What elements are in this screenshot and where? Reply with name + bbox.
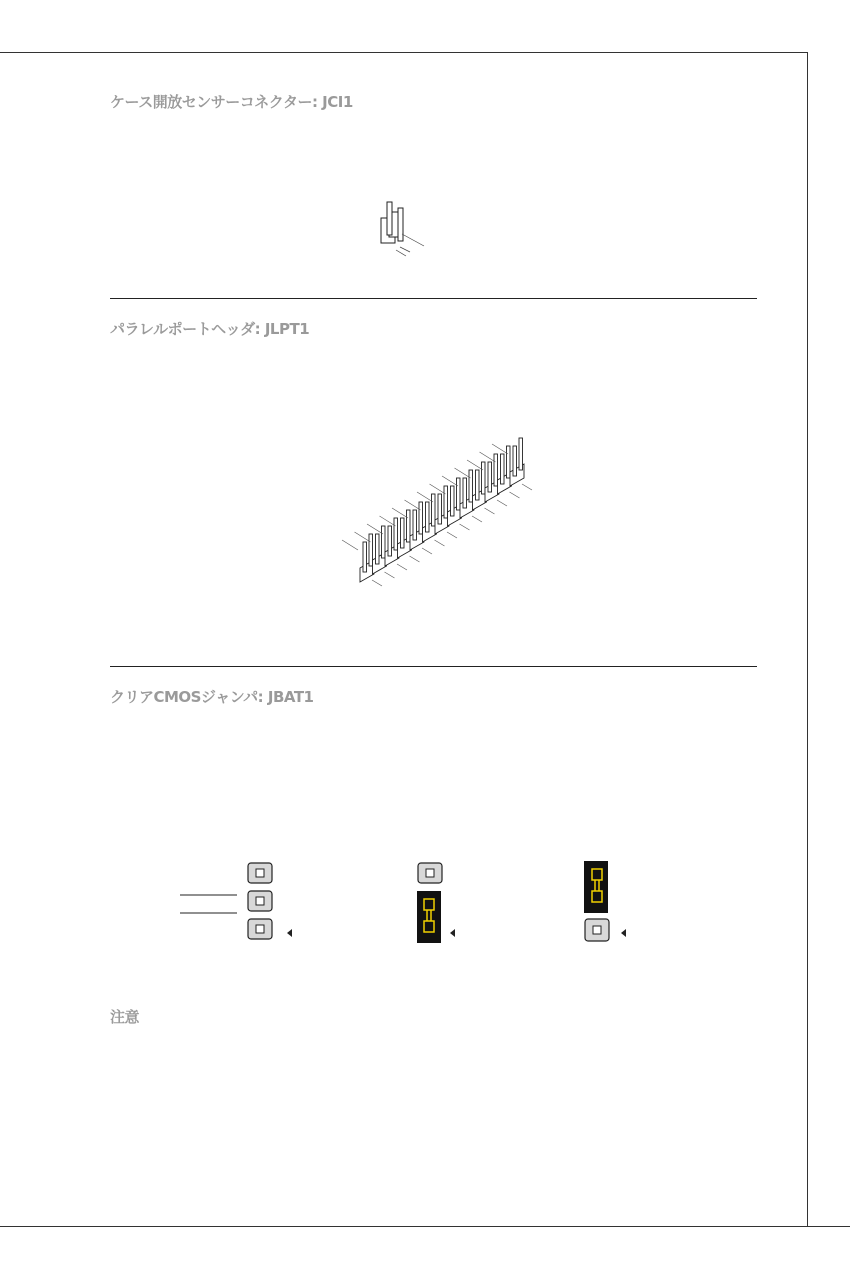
jbat1-state-clear-data [584, 861, 626, 941]
section-divider [110, 666, 757, 667]
section-title-jlpt1: パラレルポートヘッダ: JLPT1 [110, 320, 310, 338]
page-frame-top [0, 52, 808, 53]
note-title: 注意 [110, 1008, 140, 1026]
section-divider [110, 298, 757, 299]
page-frame-right [807, 52, 808, 1227]
jci1-connector-diagram [360, 200, 450, 270]
jbat1-state-open [248, 863, 292, 939]
jbat1-jumper-diagram [170, 855, 650, 955]
section-title-jbat1: クリアCMOSジャンパ: JBAT1 [110, 688, 314, 706]
section-title-jci1: ケース開放センサーコネクター: JCI1 [110, 93, 353, 111]
jlpt1-header-diagram [330, 450, 570, 600]
jbat1-leader-lines [180, 895, 237, 913]
jbat1-state-keep-data [417, 863, 455, 943]
page-frame-bottom [0, 1226, 850, 1227]
